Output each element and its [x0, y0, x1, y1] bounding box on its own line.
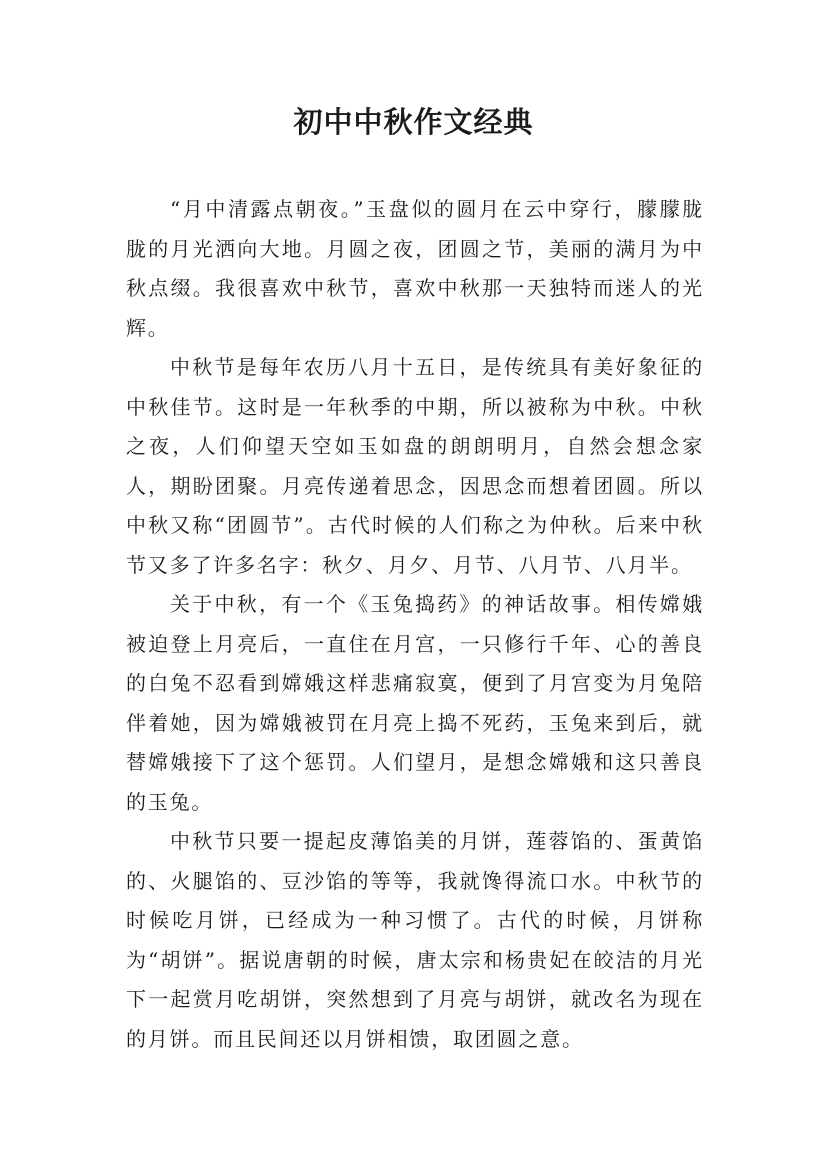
document-title: 初中中秋作文经典	[293, 105, 534, 139]
document-body	[126, 190, 704, 1059]
paragraph-1: “月中清露点朝夜。”玉盘似的圆月在云中穿行，朦朦胧胧的月光洒向大地。月圆之夜，团圆之节，美丽的满月为中秋点缀。我很喜欢中秋节，喜欢中秋那一天独特而迷人的光辉。	[126, 197, 704, 340]
paragraph-3: 关于中秋，有一个《玉兔捣药》的神话故事。相传嫦娥被迫登上月亮后，一直住在月宫，一只修行千年、心的善良的白兔不忍看到嫦娥这样悲痛寂寞，便到了月宫变为月兔陪伴着她，因为嫦娥被罚在月亮上捣不死药，玉兔来到后，就替嫦娥接下了这个惩罚。人们望月，是想念嫦娥和这只善良的玉兔。	[126, 592, 704, 814]
paragraph-2: 中秋节是每年农历八月十五日，是传统具有美好象征的中秋佳节。这时是一年秋季的中期，所以被称为中秋。中秋之夜，人们仰望天空如玉如盘的朗朗明月，自然会想念家人，期盼团聚。月亮传递着思念，因思念而想着团圆。所以中秋又称“团圆节”。古代时候的人们称之为仲秋。后来中秋节又多了许多名字：秋夕、月夕、月节、八月节、八月半。	[126, 355, 704, 577]
paragraph-4: 中秋节只要一提起皮薄馅美的月饼，莲蓉馅的、蛋黄馅的、火腿馅的、豆沙馅的等等，我就馋得流口水。中秋节的时候吃月饼，已经成为一种习惯了。古代的时候，月饼称为“胡饼”。据说唐朝的时候，唐太宗和杨贵妃在皎洁的月光下一起赏月吃胡饼，突然想到了月亮与胡饼，就改名为现在的月饼。而且民间还以月饼相馈，取团圆之意。	[126, 829, 704, 1051]
